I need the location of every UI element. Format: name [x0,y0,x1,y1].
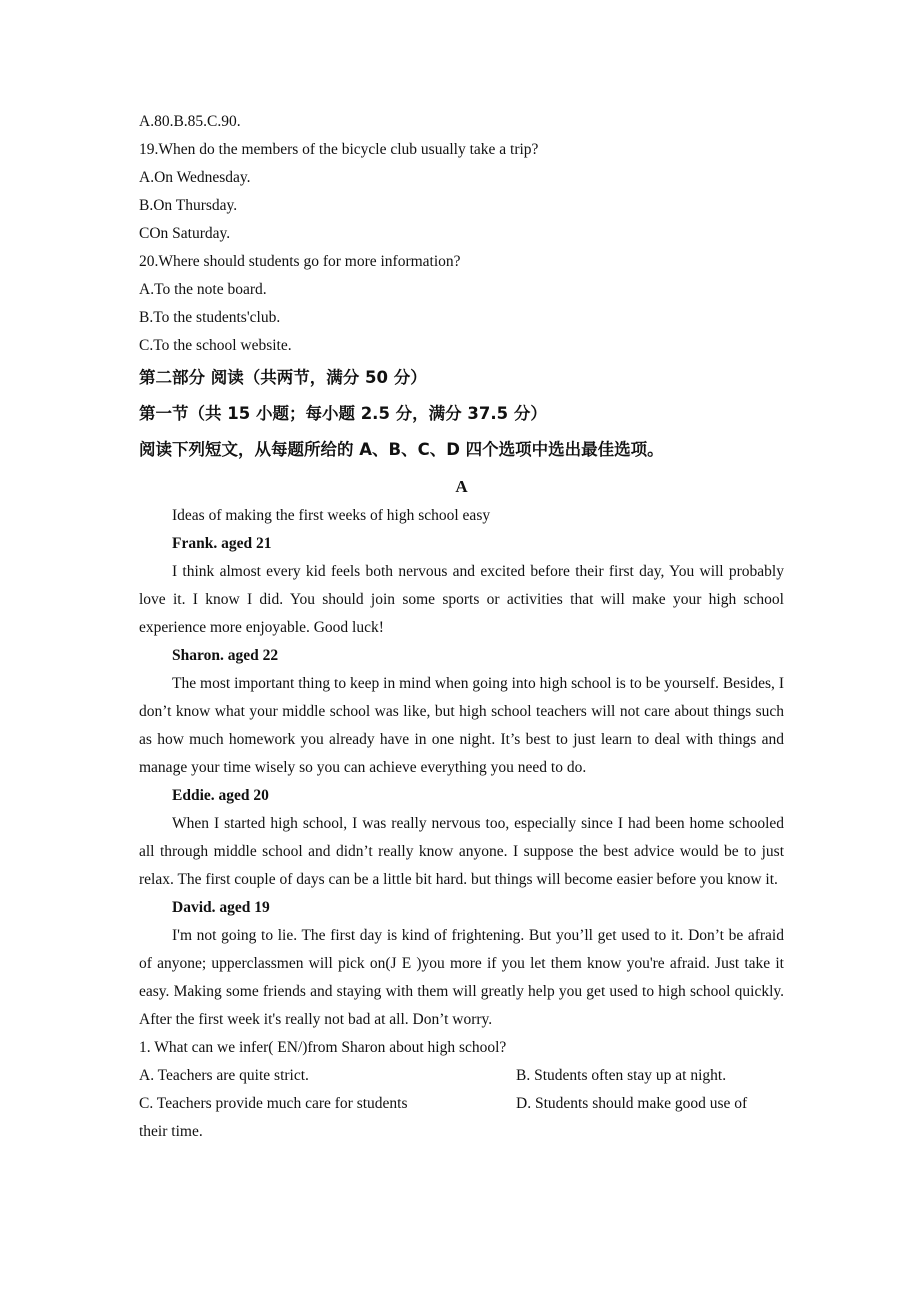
question-1-option-d-continued: their time. [139,1123,203,1140]
paragraph-sharon: The most important thing to keep in mind when going into high school is to be yourself. Besides, I don’t know what your middle school was like, but high school teachers will not care about things such as how much homework you already have in one night. It’s best to just learn to deal with things and manage your time wisely so you can achieve everything you need to do. [139,675,784,776]
author-sharon: Sharon. aged 22 [172,647,279,664]
question-1-stem: 1. What can we infer( EN/)from Sharon about high school? [139,1039,507,1056]
author-frank: Frank. aged 21 [172,535,272,552]
q18-options: A.80.B.85.C.90. [139,113,241,130]
question-1-options-row-1 [139,1062,784,1090]
part2-title: 第二部分 阅读（共两节，满分 50 分） [139,368,427,387]
paragraph-eddie: When I started high school, I was really nervous too, especially since I had been home schooled all through middle school and didn’t really know anyone. I suppose the best advice would be to just relax. The first couple of days can be a little bit hard. but things will become easier before you know it. [139,815,784,888]
page-content [139,108,784,1146]
question-1-options-row-2 [139,1090,784,1118]
passage-title: Ideas of making the first weeks of high school easy [172,507,491,524]
question-1-option-b: B. Students often stay up at night. [516,1067,727,1084]
q20-question: 20.Where should students go for more information? [139,253,461,270]
question-1-option-c: C. Teachers provide much care for students [139,1095,408,1112]
q19-option-b: B.On Thursday. [139,197,238,214]
paragraph-david: I'm not going to lie. The first day is kind of frightening. But you’ll get used to it. Don’t be afraid of anyone; upperclassmen will pick on(J E )you more if you let them know you're afraid. Just take it easy. Making some friends and staying with them will greatly help you get used to high school quickly. After the first week it's really not bad at all. Don’t worry. [139,927,784,1028]
author-eddie: Eddie. aged 20 [172,787,269,804]
q20-option-c: C.To the school website. [139,337,292,354]
q19-option-a: A.On Wednesday. [139,169,251,186]
q20-option-a: A.To the note board. [139,281,267,298]
section1-title: 第一节（共 15 小题；每小题 2.5 分，满分 37.5 分） [139,404,547,423]
reading-instruction: 阅读下列短文，从每题所给的 A、B、C、D 四个选项中选出最佳选项。 [139,440,664,459]
q19-option-c: COn Saturday. [139,225,231,242]
paragraph-frank: I think almost every kid feels both nervous and excited before their first day, You will probably love it. I know I did. You should join some sports or activities that will make your high school experience more enjoyable. Good luck! [139,563,784,636]
q20-option-b: B.To the students'club. [139,309,281,326]
question-1-option-d: D. Students should make good use of [516,1095,748,1112]
question-1-option-a: A. Teachers are quite strict. [139,1067,309,1084]
passage-label: A [455,477,468,496]
author-david: David. aged 19 [172,899,270,916]
q19-question: 19.When do the members of the bicycle club usually take a trip? [139,141,539,158]
